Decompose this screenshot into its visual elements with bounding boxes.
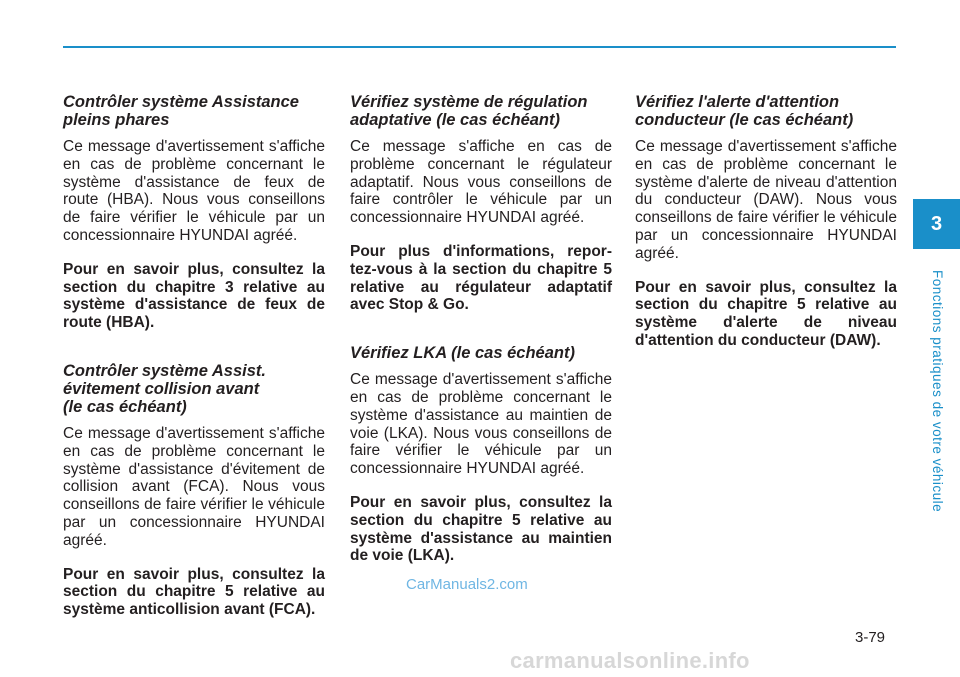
column-2 <box>350 93 612 581</box>
section-note-daw: Pour en savoir plus, consultez la section du chapitre 5 relative au système d'alerte de niveau d'attention du conducteur (DAW). <box>635 278 897 349</box>
chapter-title: Fonctions pratiques de votre véhicule <box>930 270 945 513</box>
chapter-tab: 3 <box>913 199 960 249</box>
watermark-carmanuals2: CarManuals2.com <box>406 576 528 593</box>
section-note-lka: Pour en savoir plus, consultez la section du chapitre 5 relative au système d'assistance au maintien de voie (LKA). <box>350 493 612 565</box>
header-rule <box>63 46 896 48</box>
section-heading-daw: Vérifiez l'alerte d'attention conducteur (le cas échéant) <box>635 93 854 129</box>
section-body-scc: Ce message s'affiche en cas de problème concernant le régulateur adaptatif. Nous vous conseillons de faire contrôler le véhicule par un concessionnaire HYUNDAI agréé. <box>350 138 612 227</box>
page-number: 3-79 <box>855 629 886 646</box>
section-heading-scc: Vérifiez système de régulation adaptative (le cas échéant) <box>350 93 588 129</box>
section-body-lka: Ce message d'avertissement s'affiche en cas de problème concernant le système d'assistance au maintien de voie (LKA). Nous vous conseillons de faire vérifier le véhicule par un concessionnaire HYUNDAI agréé. <box>350 371 612 478</box>
section-note-scc: Pour plus d'informations, repor-tez-vous à la section du chapitre 5 relative au régulateur adaptatif avec Stop & Go. <box>350 242 612 314</box>
section-heading-fca: Contrôler système Assist. évitement collision avant (le cas échéant) <box>63 361 266 416</box>
section-heading-hba: Contrôler système Assistance pleins phares <box>63 93 299 129</box>
section-body-daw: Ce message d'avertissement s'affiche en cas de problème concernant le système d'alerte de niveau d'attention du conducteur (DAW). Nous vous conseillons de faire vérifier le véhicule par un concessionnaire HYUNDAI agréé. <box>635 138 897 262</box>
column-1 <box>63 93 325 635</box>
column-3 <box>635 93 897 366</box>
section-note-fca: Pour en savoir plus, consultez la section du chapitre 5 relative au système anticollision avant (FCA). <box>63 565 325 619</box>
section-body-fca: Ce message d'avertissement s'affiche en cas de problème concernant le système d'assistance d'évitement de collision avant (FCA). Nous vous conseillons de faire vérifier le véhicule par un concessionnaire HYUNDAI agréé. <box>63 424 325 549</box>
section-heading-lka: Vérifiez LKA (le cas échéant) <box>350 344 575 363</box>
section-body-hba: Ce message d'avertissement s'affiche en cas de problème concernant le système d'assistance de feux de route (HBA). Nous vous conseillons de faire vérifier le véhicule par un concessionnaire HYUNDAI agréé. <box>63 138 325 244</box>
watermark-carmanualsonline: carmanualsonline.info <box>510 648 750 673</box>
section-note-hba: Pour en savoir plus, consultez la section du chapitre 3 relative au système d'assistance de feux de route (HBA). <box>63 260 325 332</box>
